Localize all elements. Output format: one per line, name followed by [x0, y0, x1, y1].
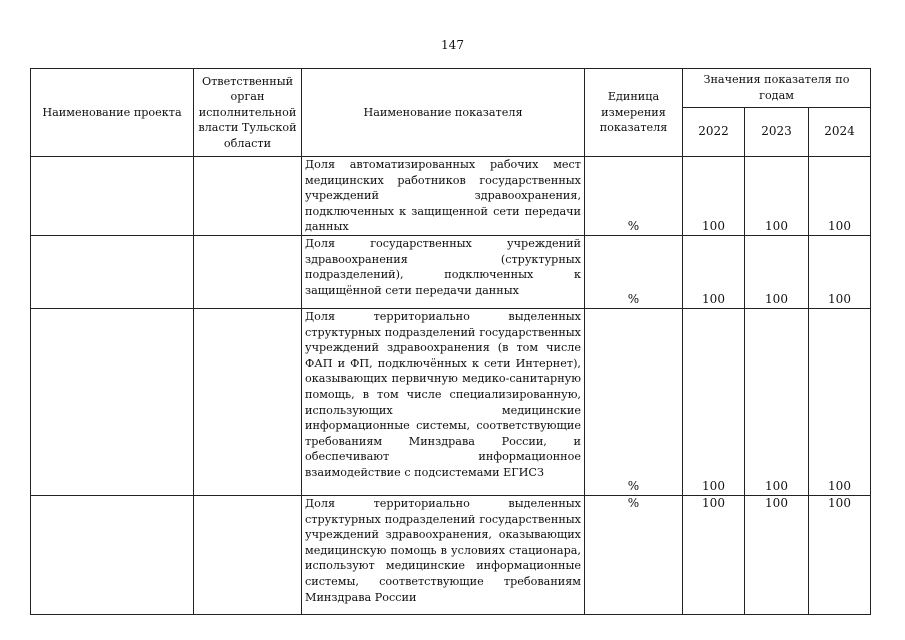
responsible-cell — [194, 308, 302, 495]
indicator-cell: Доля территориально выделенных структурных подразделений государственных учреждений здравоохранения, оказывающих медицинскую помощь в условиях стационара, используют медицинские информационные системы, соответствующие требованиям Минздрава России — [302, 495, 585, 614]
value-2022-cell: 100 — [683, 157, 745, 236]
unit-cell: % — [585, 495, 683, 614]
value-2023-cell: 100 — [745, 495, 809, 614]
table-row — [31, 235, 871, 308]
value-2023-cell: 100 — [745, 235, 809, 308]
unit-cell: % — [585, 157, 683, 236]
table-header — [31, 69, 871, 157]
indicator-cell: Доля автоматизированных рабочих мест медицинских работников государственных учреждений здравоохранения, подключенных к защищенной сети передачи данных — [302, 157, 585, 236]
responsible-cell — [194, 235, 302, 308]
value-2023-cell: 100 — [745, 308, 809, 495]
value-2022-cell: 100 — [683, 235, 745, 308]
header-indicator-name: Наименование показателя — [302, 69, 585, 157]
indicator-cell: Доля государственных учреждений здравоохранения (структурных подразделений), подключенных к защищённой сети передачи данных — [302, 235, 585, 308]
table-row — [31, 157, 871, 236]
header-unit: Единица измерения показателя — [585, 69, 683, 157]
unit-cell: % — [585, 308, 683, 495]
header-responsible-body: Ответственный орган исполнительной власти Тульской области — [194, 69, 302, 157]
table-row — [31, 495, 871, 614]
table-row — [31, 308, 871, 495]
value-2022-cell: 100 — [683, 308, 745, 495]
indicators-table — [30, 68, 871, 615]
project-cell — [31, 235, 194, 308]
value-2024-cell: 100 — [809, 235, 871, 308]
header-year-2023: 2023 — [745, 108, 809, 157]
header-year-2022: 2022 — [683, 108, 745, 157]
unit-cell: % — [585, 235, 683, 308]
value-2022-cell: 100 — [683, 495, 745, 614]
responsible-cell — [194, 495, 302, 614]
project-cell — [31, 495, 194, 614]
page-number: 147 — [441, 38, 464, 52]
header-values-by-year: Значения показателя по годам — [683, 69, 871, 108]
responsible-cell — [194, 157, 302, 236]
project-cell — [31, 157, 194, 236]
header-project-name: Наименование проекта — [31, 69, 194, 157]
header-year-2024: 2024 — [809, 108, 871, 157]
project-cell — [31, 308, 194, 495]
value-2024-cell: 100 — [809, 495, 871, 614]
indicator-cell: Доля территориально выделенных структурных подразделений государственных учреждений здравоохранения (в том числе ФАП и ФП, подключённых к сети Интернет), оказывающих первичную медико-санитарную помощь, в том числе специализированную, использующих медицинские информационные системы, соответствующие требованиям Минздрава России, и обеспечивают информационное взаимодействие с подсистемами ЕГИСЗ — [302, 308, 585, 495]
value-2023-cell: 100 — [745, 157, 809, 236]
value-2024-cell: 100 — [809, 308, 871, 495]
value-2024-cell: 100 — [809, 157, 871, 236]
